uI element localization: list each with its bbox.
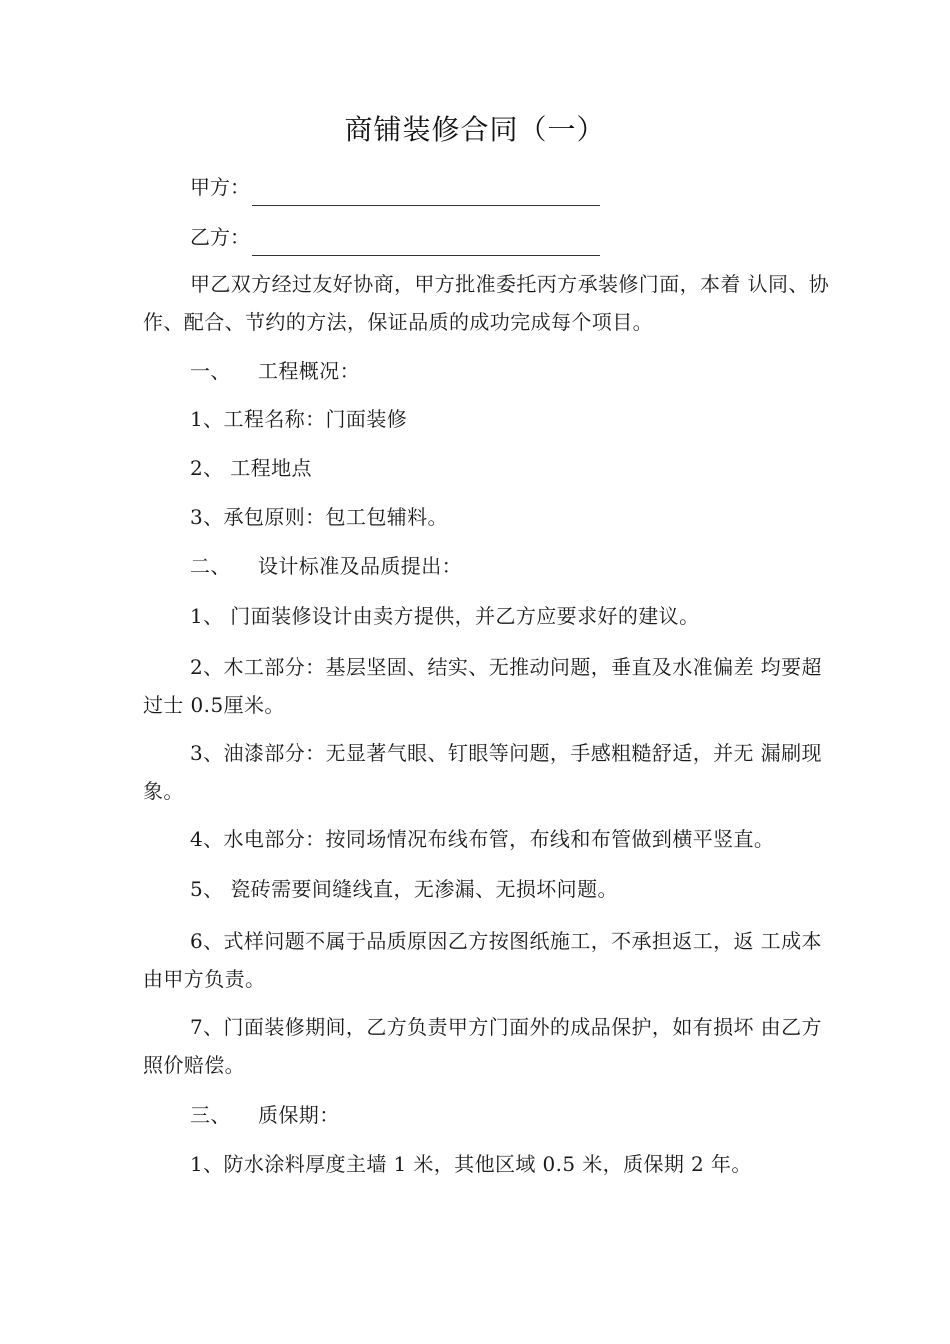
list-item: 3、油漆部分：无显著气眼、钉眼等问题，手感粗糙舒适，并无 漏刷现象。 xyxy=(143,741,822,803)
list-item: 1、工程名称：门面装修 xyxy=(190,407,408,431)
list-item: 1、 门面装修设计由卖方提供，并乙方应要求好的建议。 xyxy=(190,604,700,628)
section-number: 三、 xyxy=(190,1103,231,1127)
list-item: 5、 瓷砖需要间缝线直，无渗漏、无损坏问题。 xyxy=(190,877,618,901)
section-title: 质保期： xyxy=(258,1103,340,1127)
list-item: 4、水电部分：按同场情况布线布管，布线和布管做到横平竖直。 xyxy=(190,827,775,851)
party-a-label: 甲方： xyxy=(190,175,250,199)
party-b-line xyxy=(190,218,600,256)
party-a-blank xyxy=(252,179,600,206)
section-heading xyxy=(190,352,360,390)
section-heading xyxy=(190,1096,340,1134)
list-item: 1、防水涂料厚度主墙 1 米，其他区域 0.5 米，质保期 2 年。 xyxy=(190,1152,752,1176)
section-heading xyxy=(190,547,462,585)
intro-paragraph: 甲乙双方经过友好协商，甲方批准委托丙方承装修门面，本着 认同、协作、配合、节约的方法，保证品质的成功完成每个项目。 xyxy=(143,272,830,334)
section-title: 设计标准及品质提出： xyxy=(258,554,462,578)
list-item: 7、门面装修期间，乙方负责甲方门面外的成品保护，如有损坏 由乙方照价赔偿。 xyxy=(143,1015,822,1077)
party-a-line xyxy=(190,168,600,206)
list-item: 6、式样问题不属于品质原因乙方按图纸施工，不承担返工，返 工成本由甲方负责。 xyxy=(143,929,822,991)
party-b-label: 乙方： xyxy=(190,225,250,249)
party-b-blank xyxy=(252,229,600,256)
section-number: 一、 xyxy=(190,359,231,383)
list-item: 3、承包原则：包工包辅料。 xyxy=(190,505,448,529)
list-item: 2、木工部分：基层坚固、结实、无推动问题，垂直及水准偏差 均要超过士 0.5厘米。 xyxy=(143,655,822,717)
list-item: 2、 工程地点 xyxy=(190,456,312,480)
section-title: 工程概况： xyxy=(258,359,360,383)
section-number: 二、 xyxy=(190,554,231,578)
document-title: 商铺装修合同（一） xyxy=(344,113,606,146)
